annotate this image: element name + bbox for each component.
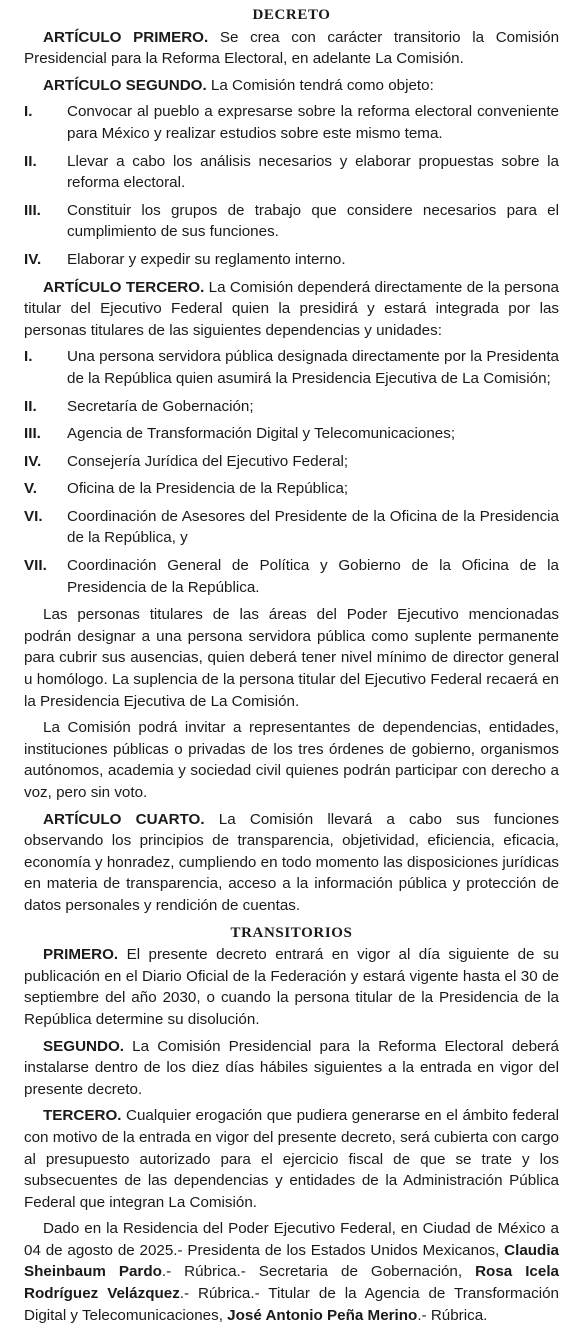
item-number: VII. bbox=[24, 557, 47, 575]
closing-text-2: .- Rúbrica.- Secretaria de Gobernación, bbox=[161, 1263, 476, 1281]
transitorio-label: SEGUNDO. bbox=[43, 1037, 125, 1055]
closing-paragraph bbox=[24, 1218, 559, 1326]
list-item bbox=[24, 151, 559, 194]
transitorio-segundo bbox=[24, 1036, 559, 1101]
item-number: IV. bbox=[24, 250, 42, 268]
transitorios-title: TRANSITORIOS bbox=[230, 924, 353, 941]
transitorio-text: Cualquier erogación que pudiera generarse en el ámbito federal con motivo de la entrada en vigor del presente decreto, será cubierta con cargo al presupuesto autorizado para el ejercicio fiscal de que se trate y los subsecuentes de las dependencias y entidades de la Administración Pública Federal que integran La Comisión. bbox=[24, 1107, 559, 1211]
invitar-paragraph: La Comisión podrá invitar a representantes de dependencias, entidades, instituciones públicas o privadas de los tres órdenes de gobierno, organismos autónomos, academia y sociedad civil quienes podrán participar con derecho a voz, pero sin voto. bbox=[24, 719, 559, 801]
item-number: VI. bbox=[24, 507, 43, 525]
transitorio-label: PRIMERO. bbox=[43, 946, 119, 964]
closing-text-1: Dado en la Residencia del Poder Ejecutivo Federal, en Ciudad de México a 04 de agosto de 2025.- Presidenta de los Estados Unidos Mexicanos, bbox=[24, 1220, 559, 1259]
list-item bbox=[24, 396, 559, 418]
articulo-segundo-label: ARTÍCULO SEGUNDO. bbox=[43, 76, 207, 94]
transitorio-text: La Comisión Presidencial para la Reforma Electoral deberá instalarse dentro de los diez días hábiles siguientes a la entrada en vigor del presente decreto. bbox=[24, 1037, 559, 1098]
transitorio-label: TERCERO. bbox=[43, 1107, 122, 1125]
closing-text-3: .- Rúbrica.- Titular de la Agencia de Transformación Digital y Telecomunicaciones, bbox=[24, 1285, 559, 1324]
articulo-segundo-text: La Comisión tendrá como objeto: bbox=[206, 76, 434, 94]
item-number: II. bbox=[24, 152, 37, 170]
list-item bbox=[24, 200, 559, 243]
item-text: Secretaría de Gobernación; bbox=[67, 397, 254, 415]
item-text: Una persona servidora pública designada directamente por la Presidenta de la República quien asumirá la Presidencia Ejecutiva de La Comisión; bbox=[67, 348, 559, 387]
transitorio-text: El presente decreto entrará en vigor al día siguiente de su publicación en el Diario Oficial de la Federación y estará vigente hasta el 30 de septiembre del año 2030, o cuando la persona titular de la Presidencia de la República determine su disolución. bbox=[24, 946, 559, 1028]
articulo-cuarto-label: ARTÍCULO CUARTO. bbox=[43, 810, 205, 828]
item-text: Consejería Jurídica del Ejecutivo Federal; bbox=[67, 452, 349, 470]
segundo-list bbox=[24, 101, 559, 270]
item-text: Oficina de la Presidencia de la República; bbox=[67, 480, 349, 498]
item-text: Convocar al pueblo a expresarse sobre la reforma electoral conveniente para México y realizar estudios sobre este mismo tema. bbox=[67, 103, 559, 142]
item-text: Agencia de Transformación Digital y Telecomunicaciones; bbox=[67, 425, 456, 443]
articulo-tercero-label: ARTÍCULO TERCERO. bbox=[43, 278, 205, 296]
item-number: III. bbox=[24, 425, 41, 443]
item-number: IV. bbox=[24, 452, 42, 470]
list-item bbox=[24, 506, 559, 549]
closing-text-4: .- Rúbrica. bbox=[417, 1306, 488, 1324]
document-title: DECRETO bbox=[252, 7, 331, 23]
list-item bbox=[24, 346, 559, 389]
articulo-tercero bbox=[24, 277, 559, 342]
articulo-primero-text: Se crea con carácter transitorio la Comisión Presidencial para la Reforma Electoral, en adelante La Comisión. bbox=[24, 28, 560, 68]
articulo-primero-label: ARTÍCULO PRIMERO. bbox=[43, 28, 209, 46]
articulo-primero bbox=[24, 27, 559, 70]
signer-gobernacion: Rosa Icela Rodríguez Velázquez bbox=[24, 1263, 559, 1303]
item-number: V. bbox=[24, 480, 37, 498]
articulo-cuarto-text: La Comisión llevará a cabo sus funciones observando los principios de transparencia, objetividad, eficiencia, eficacia, economía y honradez, cumpliendo en todo momento las disposiciones jurídicas en materia de transparencia, acceso a la información pública y protección de datos personales y rendición de cuentas. bbox=[24, 810, 559, 914]
item-number: I. bbox=[24, 348, 33, 366]
list-item bbox=[24, 555, 559, 598]
suplente-paragraph: Las personas titulares de las áreas del Poder Ejecutivo mencionadas podrán designar a una persona servidora pública como suplente permanente para cubrir sus ausencias, quien deberá tener nivel mínimo de director general u homólogo. La suplencia de la persona titular del Ejecutivo Federal recaerá en la Presidencia Ejecutiva de La Comisión. bbox=[24, 606, 559, 710]
item-number: II. bbox=[24, 397, 37, 415]
tercero-list bbox=[24, 346, 559, 598]
item-text: Constituir los grupos de trabajo que considere necesarios para el cumplimiento de sus funciones. bbox=[67, 201, 559, 241]
item-number: III. bbox=[24, 201, 41, 219]
articulo-cuarto bbox=[24, 809, 559, 917]
list-item bbox=[24, 451, 559, 473]
item-text: Coordinación de Asesores del Presidente de la Oficina de la Presidencia de la República, y bbox=[67, 507, 559, 547]
list-item bbox=[24, 101, 559, 144]
transitorio-primero bbox=[24, 944, 559, 1030]
signer-agencia: José Antonio Peña Merino bbox=[227, 1306, 418, 1324]
item-text: Llevar a cabo los análisis necesarios y elaborar propuestas sobre la reforma electoral. bbox=[67, 152, 559, 192]
articulo-tercero-text: La Comisión dependerá directamente de la persona titular del Ejecutivo Federal quien la presidirá y estará integrada por las personas titulares de las siguientes dependencias y unidades: bbox=[24, 278, 559, 339]
item-number: I. bbox=[24, 103, 33, 121]
articulo-segundo bbox=[24, 75, 559, 97]
item-text: Coordinación General de Política y Gobierno de la Oficina de la Presidencia de la República. bbox=[67, 557, 559, 596]
list-item bbox=[24, 249, 559, 271]
list-item bbox=[24, 478, 559, 500]
signer-presidenta: Claudia Sheinbaum Pardo bbox=[24, 1241, 559, 1281]
list-item bbox=[24, 423, 559, 445]
item-text: Elaborar y expedir su reglamento interno. bbox=[67, 250, 346, 268]
transitorio-tercero bbox=[24, 1105, 559, 1213]
